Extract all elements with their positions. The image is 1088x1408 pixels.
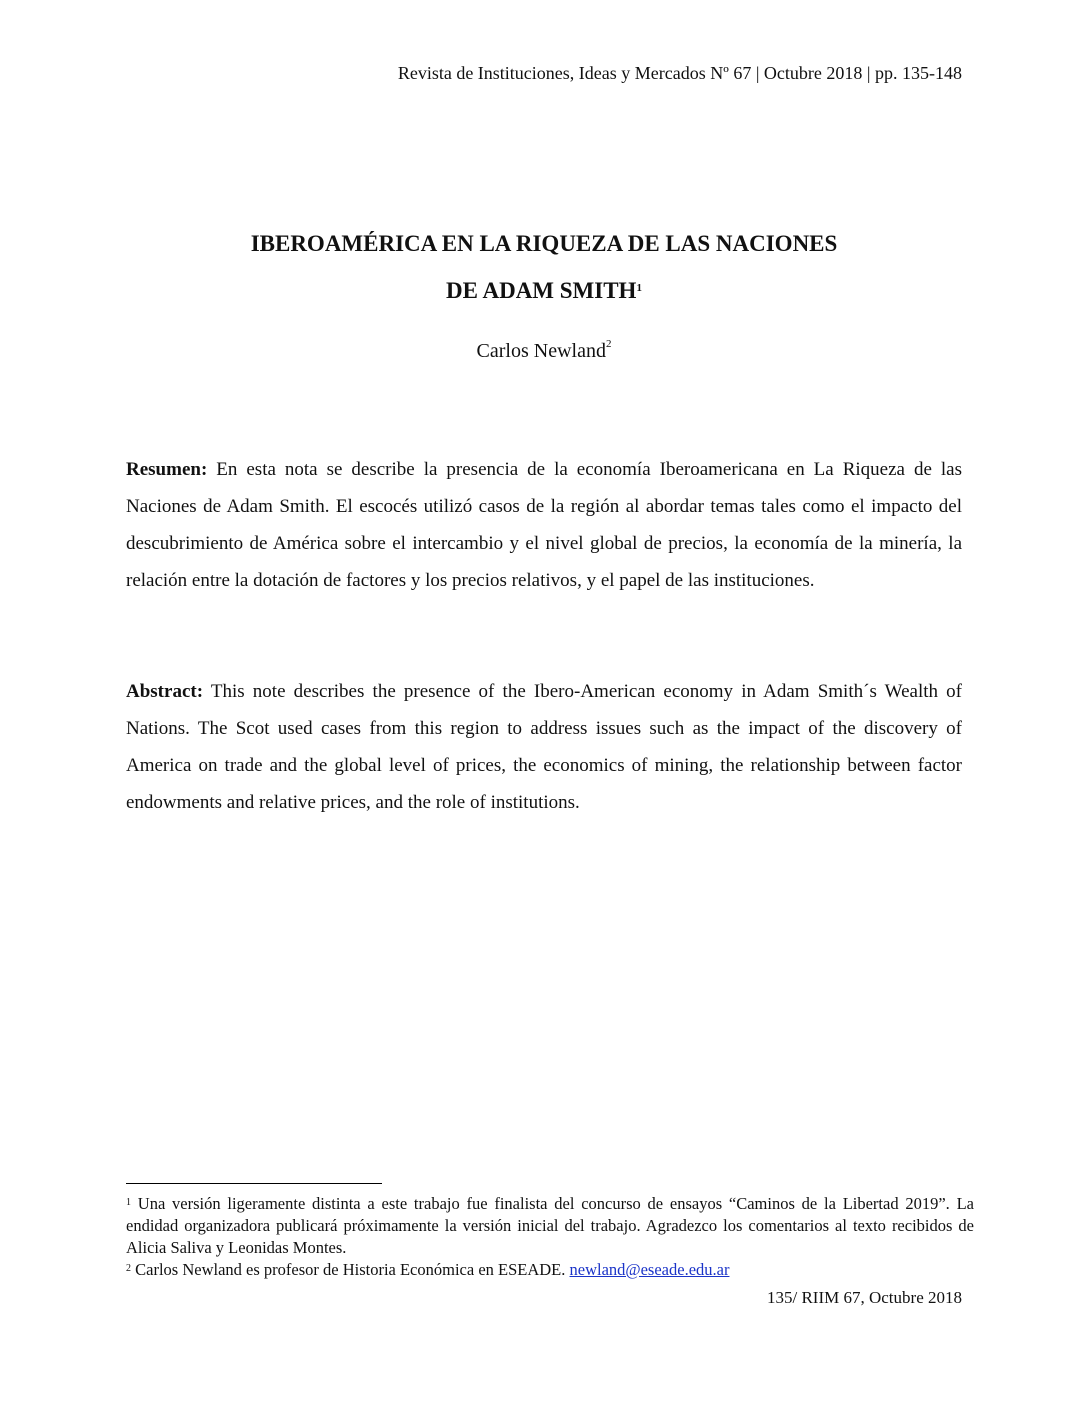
abstract-text: This note describes the presence of the Ibero-American economy in Adam Smith´s Wealth of Nations. The Scot used cases from this region to address issues such as the impact of the discovery of America on trade and the global level of prices, the economics of mining, the relationship between factor endowments and relative prices, and the role of institutions.	[126, 681, 962, 813]
footnote-2-mark: 2	[126, 1263, 131, 1274]
author-line	[0, 340, 1088, 363]
abstract-label: Abstract:	[126, 681, 204, 702]
footnotes	[126, 1193, 974, 1281]
author-email-link[interactable]: newland@eseade.edu.ar	[569, 1260, 730, 1279]
page-footer: 135/ RIIM 67, Octubre 2018	[766, 1288, 962, 1307]
author-name: Carlos Newland	[476, 340, 606, 362]
resumen-label: Resumen:	[126, 459, 208, 480]
title-line-2	[0, 267, 1088, 314]
title-footnote-mark[interactable]: 1	[636, 282, 642, 294]
title-line-2-text: DE ADAM SMITH	[446, 278, 637, 303]
footnote-separator	[126, 1183, 382, 1184]
resumen-text: En esta nota se describe la presencia de la economía Iberoamericana en La Riqueza de las Naciones de Adam Smith. El escocés utilizó casos de la región al abordar temas tales como el impacto del descubrimiento de América sobre el intercambio y el nivel global de precios, la economía de la minería, la relación entre la dotación de factores y los precios relativos, y el papel de las instituciones.	[126, 459, 962, 591]
running-head: Revista de Instituciones, Ideas y Mercados Nº 67 | Octubre 2018 | pp. 135-148	[397, 63, 962, 83]
footnote-1	[126, 1193, 974, 1259]
resumen-paragraph	[126, 451, 962, 599]
abstract-paragraph	[126, 673, 962, 821]
footnote-1-text: Una versión ligeramente distinta a este trabajo fue finalista del concurso de ensayos “Caminos de la Libertad 2019”. La endidad organizadora publicará próximamente la versión inicial del trabajo. Agradezco los comentarios al texto recibidos de Alicia Saliva y Leonidas Montes.	[126, 1194, 974, 1257]
footnote-2	[126, 1259, 974, 1281]
title-line-1: IBEROAMÉRICA EN LA RIQUEZA DE LAS NACIONES	[250, 231, 838, 256]
article-title	[0, 220, 1088, 314]
footnote-1-mark: 1	[126, 1197, 131, 1208]
footnote-2-text: Carlos Newland es profesor de Historia Económica en ESEADE.	[131, 1260, 570, 1279]
author-footnote-mark[interactable]: 2	[605, 338, 612, 350]
